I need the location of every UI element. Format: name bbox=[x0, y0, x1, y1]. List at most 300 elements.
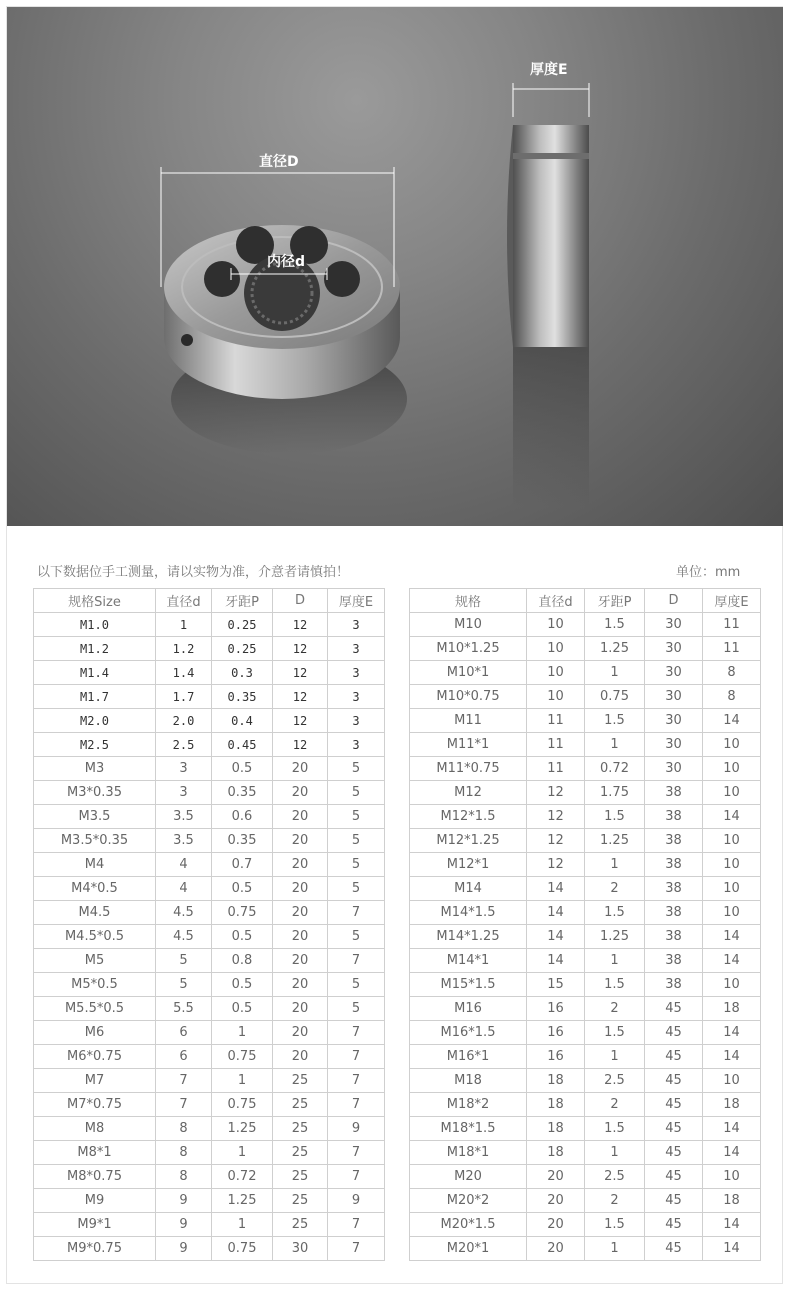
cell-diameter-d: 7 bbox=[156, 1093, 212, 1117]
spec-table-left bbox=[33, 588, 385, 1261]
table-row bbox=[410, 613, 761, 637]
cell-size: M4.5 bbox=[34, 901, 156, 925]
table-row bbox=[410, 685, 761, 709]
cell-pitch-p: 1.5 bbox=[585, 973, 645, 997]
table-row bbox=[410, 733, 761, 757]
cell-size: M18*2 bbox=[410, 1093, 527, 1117]
cell-pitch-p: 0.5 bbox=[212, 877, 273, 901]
cell-size: M1.7 bbox=[34, 685, 156, 709]
cell-diameter-d: 8 bbox=[156, 1165, 212, 1189]
chip-hole bbox=[324, 261, 360, 297]
cell-pitch-p: 1.5 bbox=[585, 1117, 645, 1141]
cell-outer-d: 38 bbox=[645, 925, 703, 949]
cell-diameter-d: 14 bbox=[527, 877, 585, 901]
cell-diameter-d: 18 bbox=[527, 1069, 585, 1093]
table-row bbox=[410, 661, 761, 685]
table-row bbox=[34, 829, 385, 853]
cell-diameter-d: 2.5 bbox=[156, 733, 212, 757]
cell-pitch-p: 0.6 bbox=[212, 805, 273, 829]
table-row bbox=[34, 781, 385, 805]
cell-diameter-d: 11 bbox=[527, 733, 585, 757]
cell-size: M5*0.5 bbox=[34, 973, 156, 997]
table-row bbox=[410, 709, 761, 733]
cell-pitch-p: 1.25 bbox=[585, 925, 645, 949]
table-row bbox=[34, 1213, 385, 1237]
table-row bbox=[34, 1117, 385, 1141]
cell-pitch-p: 1 bbox=[212, 1213, 273, 1237]
table-row bbox=[410, 949, 761, 973]
cell-size: M8 bbox=[34, 1117, 156, 1141]
cell-outer-d: 20 bbox=[273, 805, 328, 829]
cell-outer-d: 20 bbox=[273, 1021, 328, 1045]
cell-outer-d: 38 bbox=[645, 829, 703, 853]
cell-pitch-p: 0.8 bbox=[212, 949, 273, 973]
cell-outer-d: 20 bbox=[273, 997, 328, 1021]
cell-outer-d: 20 bbox=[273, 901, 328, 925]
header-size: 规格 bbox=[410, 589, 527, 613]
header-thickness-e: 厚度E bbox=[328, 589, 385, 613]
cell-thickness-e: 14 bbox=[703, 925, 761, 949]
cell-thickness-e: 7 bbox=[328, 949, 385, 973]
cell-diameter-d: 8 bbox=[156, 1117, 212, 1141]
cell-size: M7 bbox=[34, 1069, 156, 1093]
header-thickness-e: 厚度E bbox=[703, 589, 761, 613]
cell-thickness-e: 7 bbox=[328, 1093, 385, 1117]
spec-table-right bbox=[409, 588, 761, 1261]
cell-size: M5.5*0.5 bbox=[34, 997, 156, 1021]
cell-size: M16*1 bbox=[410, 1045, 527, 1069]
cell-outer-d: 25 bbox=[273, 1189, 328, 1213]
cell-size: M4.5*0.5 bbox=[34, 925, 156, 949]
cell-outer-d: 45 bbox=[645, 1237, 703, 1261]
header-diameter-d: 直径d bbox=[156, 589, 212, 613]
cell-pitch-p: 0.75 bbox=[212, 1237, 273, 1261]
table-row bbox=[34, 613, 385, 637]
table-row bbox=[34, 925, 385, 949]
cell-thickness-e: 7 bbox=[328, 1165, 385, 1189]
cell-diameter-d: 1.4 bbox=[156, 661, 212, 685]
cell-thickness-e: 5 bbox=[328, 853, 385, 877]
cell-outer-d: 30 bbox=[645, 733, 703, 757]
cell-size: M1.4 bbox=[34, 661, 156, 685]
cell-size: M9*1 bbox=[34, 1213, 156, 1237]
table-row bbox=[410, 1045, 761, 1069]
cell-diameter-d: 5 bbox=[156, 949, 212, 973]
cell-outer-d: 12 bbox=[273, 661, 328, 685]
cell-pitch-p: 2 bbox=[585, 1189, 645, 1213]
cell-pitch-p: 2.5 bbox=[585, 1069, 645, 1093]
cell-outer-d: 30 bbox=[273, 1237, 328, 1261]
cell-thickness-e: 18 bbox=[703, 1093, 761, 1117]
cell-diameter-d: 12 bbox=[527, 805, 585, 829]
diameter-D-label: 直径D bbox=[259, 154, 299, 170]
cell-diameter-d: 18 bbox=[527, 1141, 585, 1165]
cell-pitch-p: 0.5 bbox=[212, 997, 273, 1021]
cell-pitch-p: 1.25 bbox=[212, 1189, 273, 1213]
cell-size: M1.2 bbox=[34, 637, 156, 661]
cell-thickness-e: 5 bbox=[328, 925, 385, 949]
thickness-E-label: 厚度E bbox=[530, 62, 568, 78]
cell-diameter-d: 6 bbox=[156, 1021, 212, 1045]
cell-size: M3.5 bbox=[34, 805, 156, 829]
cell-thickness-e: 5 bbox=[328, 997, 385, 1021]
table-row bbox=[34, 1045, 385, 1069]
table-row bbox=[34, 805, 385, 829]
table-row bbox=[410, 781, 761, 805]
cell-diameter-d: 15 bbox=[527, 973, 585, 997]
table-row bbox=[34, 757, 385, 781]
cell-diameter-d: 18 bbox=[527, 1093, 585, 1117]
cell-pitch-p: 1 bbox=[212, 1069, 273, 1093]
cell-pitch-p: 1.5 bbox=[585, 1213, 645, 1237]
cell-diameter-d: 18 bbox=[527, 1117, 585, 1141]
cell-outer-d: 38 bbox=[645, 901, 703, 925]
cell-size: M5 bbox=[34, 949, 156, 973]
table-row bbox=[34, 877, 385, 901]
table-row bbox=[410, 1117, 761, 1141]
cell-thickness-e: 10 bbox=[703, 781, 761, 805]
cell-outer-d: 30 bbox=[645, 757, 703, 781]
cell-size: M10*1.25 bbox=[410, 637, 527, 661]
cell-diameter-d: 7 bbox=[156, 1069, 212, 1093]
table-row bbox=[410, 877, 761, 901]
cell-outer-d: 20 bbox=[273, 973, 328, 997]
cell-size: M10*0.75 bbox=[410, 685, 527, 709]
cell-size: M10 bbox=[410, 613, 527, 637]
cell-outer-d: 30 bbox=[645, 637, 703, 661]
cell-outer-d: 20 bbox=[273, 1045, 328, 1069]
cell-size: M12*1.25 bbox=[410, 829, 527, 853]
cell-thickness-e: 3 bbox=[328, 733, 385, 757]
table-row bbox=[410, 1069, 761, 1093]
cell-thickness-e: 18 bbox=[703, 997, 761, 1021]
cell-diameter-d: 16 bbox=[527, 1021, 585, 1045]
cell-pitch-p: 1.25 bbox=[585, 637, 645, 661]
cell-size: M8*0.75 bbox=[34, 1165, 156, 1189]
cell-size: M20 bbox=[410, 1165, 527, 1189]
cell-pitch-p: 0.5 bbox=[212, 925, 273, 949]
cell-diameter-d: 5.5 bbox=[156, 997, 212, 1021]
cell-pitch-p: 2 bbox=[585, 1093, 645, 1117]
cell-outer-d: 20 bbox=[273, 877, 328, 901]
cell-thickness-e: 14 bbox=[703, 709, 761, 733]
cell-size: M14*1.25 bbox=[410, 925, 527, 949]
cell-pitch-p: 1.25 bbox=[212, 1117, 273, 1141]
cell-size: M6*0.75 bbox=[34, 1045, 156, 1069]
cell-pitch-p: 0.4 bbox=[212, 709, 273, 733]
table-row bbox=[410, 637, 761, 661]
table-row bbox=[34, 1141, 385, 1165]
cell-thickness-e: 10 bbox=[703, 901, 761, 925]
header-outer-d: D bbox=[273, 589, 328, 613]
cell-diameter-d: 20 bbox=[527, 1189, 585, 1213]
cell-outer-d: 45 bbox=[645, 1045, 703, 1069]
cell-thickness-e: 5 bbox=[328, 757, 385, 781]
cell-thickness-e: 14 bbox=[703, 1117, 761, 1141]
cell-thickness-e: 3 bbox=[328, 613, 385, 637]
cell-size: M18 bbox=[410, 1069, 527, 1093]
cell-outer-d: 20 bbox=[273, 853, 328, 877]
cell-thickness-e: 10 bbox=[703, 1165, 761, 1189]
cell-pitch-p: 1 bbox=[585, 733, 645, 757]
table-row bbox=[34, 1237, 385, 1261]
cell-thickness-e: 11 bbox=[703, 637, 761, 661]
cell-thickness-e: 14 bbox=[703, 1141, 761, 1165]
header-outer-d: D bbox=[645, 589, 703, 613]
cell-outer-d: 25 bbox=[273, 1213, 328, 1237]
cell-thickness-e: 9 bbox=[328, 1189, 385, 1213]
table-row bbox=[410, 805, 761, 829]
cell-outer-d: 25 bbox=[273, 1165, 328, 1189]
chip-hole bbox=[204, 261, 240, 297]
cell-size: M11*0.75 bbox=[410, 757, 527, 781]
cell-pitch-p: 0.7 bbox=[212, 853, 273, 877]
table-row bbox=[410, 997, 761, 1021]
cell-thickness-e: 5 bbox=[328, 805, 385, 829]
cell-thickness-e: 5 bbox=[328, 781, 385, 805]
table-row bbox=[34, 853, 385, 877]
cell-thickness-e: 14 bbox=[703, 949, 761, 973]
table-row bbox=[410, 1093, 761, 1117]
cell-diameter-d: 1.7 bbox=[156, 685, 212, 709]
table-header-row bbox=[34, 589, 385, 613]
table-row bbox=[410, 853, 761, 877]
cell-outer-d: 12 bbox=[273, 685, 328, 709]
cell-thickness-e: 7 bbox=[328, 1141, 385, 1165]
cell-thickness-e: 8 bbox=[703, 685, 761, 709]
cell-size: M9 bbox=[34, 1189, 156, 1213]
cell-pitch-p: 1 bbox=[585, 1045, 645, 1069]
cell-outer-d: 45 bbox=[645, 1165, 703, 1189]
cell-pitch-p: 1.5 bbox=[585, 709, 645, 733]
cell-diameter-d: 3.5 bbox=[156, 829, 212, 853]
table-row bbox=[410, 1213, 761, 1237]
cell-outer-d: 38 bbox=[645, 853, 703, 877]
cell-size: M11 bbox=[410, 709, 527, 733]
table-row bbox=[410, 757, 761, 781]
cell-pitch-p: 1.5 bbox=[585, 613, 645, 637]
cell-pitch-p: 0.75 bbox=[212, 1093, 273, 1117]
cell-thickness-e: 3 bbox=[328, 709, 385, 733]
cell-diameter-d: 4 bbox=[156, 853, 212, 877]
cell-size: M16*1.5 bbox=[410, 1021, 527, 1045]
cell-size: M14*1.5 bbox=[410, 901, 527, 925]
cell-thickness-e: 7 bbox=[328, 1069, 385, 1093]
cell-outer-d: 12 bbox=[273, 709, 328, 733]
table-row bbox=[34, 1021, 385, 1045]
cell-outer-d: 20 bbox=[273, 781, 328, 805]
cell-outer-d: 12 bbox=[273, 733, 328, 757]
cell-pitch-p: 1 bbox=[212, 1141, 273, 1165]
cell-thickness-e: 10 bbox=[703, 853, 761, 877]
cell-diameter-d: 14 bbox=[527, 901, 585, 925]
table-row bbox=[34, 997, 385, 1021]
cell-diameter-d: 14 bbox=[527, 949, 585, 973]
cell-size: M2.5 bbox=[34, 733, 156, 757]
header-pitch-p: 牙距P bbox=[212, 589, 273, 613]
cell-thickness-e: 18 bbox=[703, 1189, 761, 1213]
cell-size: M20*1 bbox=[410, 1237, 527, 1261]
cell-outer-d: 25 bbox=[273, 1141, 328, 1165]
table-row bbox=[410, 1189, 761, 1213]
cell-outer-d: 20 bbox=[273, 757, 328, 781]
cell-outer-d: 45 bbox=[645, 1141, 703, 1165]
cell-thickness-e: 11 bbox=[703, 613, 761, 637]
cell-diameter-d: 4 bbox=[156, 877, 212, 901]
cell-diameter-d: 11 bbox=[527, 757, 585, 781]
cell-diameter-d: 20 bbox=[527, 1213, 585, 1237]
cell-diameter-d: 16 bbox=[527, 1045, 585, 1069]
cell-pitch-p: 0.75 bbox=[212, 901, 273, 925]
cell-diameter-d: 1.2 bbox=[156, 637, 212, 661]
cell-diameter-d: 12 bbox=[527, 853, 585, 877]
cell-size: M12*1 bbox=[410, 853, 527, 877]
cell-size: M7*0.75 bbox=[34, 1093, 156, 1117]
cell-outer-d: 45 bbox=[645, 1213, 703, 1237]
inner-d-label: 内径d bbox=[267, 254, 306, 270]
table-row bbox=[34, 1189, 385, 1213]
cell-outer-d: 45 bbox=[645, 1189, 703, 1213]
cell-outer-d: 45 bbox=[645, 1117, 703, 1141]
cell-pitch-p: 0.75 bbox=[212, 1045, 273, 1069]
cell-outer-d: 38 bbox=[645, 805, 703, 829]
cell-thickness-e: 10 bbox=[703, 877, 761, 901]
cell-size: M15*1.5 bbox=[410, 973, 527, 997]
cell-thickness-e: 10 bbox=[703, 829, 761, 853]
cell-diameter-d: 20 bbox=[527, 1165, 585, 1189]
table-row bbox=[410, 925, 761, 949]
table-header-row bbox=[410, 589, 761, 613]
cell-pitch-p: 1 bbox=[585, 661, 645, 685]
product-photo bbox=[7, 7, 783, 526]
cell-thickness-e: 5 bbox=[328, 877, 385, 901]
cell-pitch-p: 0.75 bbox=[585, 685, 645, 709]
table-row bbox=[410, 1165, 761, 1189]
cell-thickness-e: 14 bbox=[703, 1045, 761, 1069]
cell-pitch-p: 1 bbox=[585, 853, 645, 877]
cell-diameter-d: 2.0 bbox=[156, 709, 212, 733]
cell-size: M6 bbox=[34, 1021, 156, 1045]
cell-pitch-p: 0.25 bbox=[212, 613, 273, 637]
cell-outer-d: 38 bbox=[645, 877, 703, 901]
table-row bbox=[34, 637, 385, 661]
cell-outer-d: 12 bbox=[273, 613, 328, 637]
cell-size: M20*2 bbox=[410, 1189, 527, 1213]
cell-size: M10*1 bbox=[410, 661, 527, 685]
cell-thickness-e: 9 bbox=[328, 1117, 385, 1141]
cell-outer-d: 20 bbox=[273, 829, 328, 853]
cell-diameter-d: 1 bbox=[156, 613, 212, 637]
cell-pitch-p: 2.5 bbox=[585, 1165, 645, 1189]
cell-size: M3 bbox=[34, 757, 156, 781]
cell-outer-d: 45 bbox=[645, 1069, 703, 1093]
cell-thickness-e: 7 bbox=[328, 1021, 385, 1045]
cell-pitch-p: 0.45 bbox=[212, 733, 273, 757]
cell-outer-d: 30 bbox=[645, 685, 703, 709]
cell-size: M20*1.5 bbox=[410, 1213, 527, 1237]
table-row bbox=[410, 829, 761, 853]
cell-thickness-e: 3 bbox=[328, 637, 385, 661]
cell-thickness-e: 7 bbox=[328, 1045, 385, 1069]
cell-pitch-p: 1.5 bbox=[585, 805, 645, 829]
cell-size: M11*1 bbox=[410, 733, 527, 757]
cell-size: M12*1.5 bbox=[410, 805, 527, 829]
header-size: 规格Size bbox=[34, 589, 156, 613]
cell-thickness-e: 10 bbox=[703, 1069, 761, 1093]
cell-pitch-p: 0.5 bbox=[212, 973, 273, 997]
cell-diameter-d: 14 bbox=[527, 925, 585, 949]
table-row bbox=[410, 1237, 761, 1261]
table-row bbox=[34, 901, 385, 925]
table-row bbox=[34, 661, 385, 685]
cell-diameter-d: 4.5 bbox=[156, 901, 212, 925]
table-row bbox=[410, 901, 761, 925]
cell-pitch-p: 1.5 bbox=[585, 901, 645, 925]
cell-pitch-p: 0.5 bbox=[212, 757, 273, 781]
cell-thickness-e: 10 bbox=[703, 757, 761, 781]
cell-thickness-e: 5 bbox=[328, 973, 385, 997]
cell-diameter-d: 20 bbox=[527, 1237, 585, 1261]
cell-outer-d: 38 bbox=[645, 781, 703, 805]
cell-pitch-p: 1 bbox=[212, 1021, 273, 1045]
cell-pitch-p: 0.35 bbox=[212, 781, 273, 805]
table-row bbox=[410, 1021, 761, 1045]
cell-outer-d: 20 bbox=[273, 949, 328, 973]
unit-label: 单位：mm bbox=[676, 565, 741, 580]
table-row bbox=[34, 1069, 385, 1093]
round-die-illustration bbox=[7, 7, 783, 526]
cell-pitch-p: 1.75 bbox=[585, 781, 645, 805]
measurement-note: 以下数据位手工测量，请以实物为准，介意者请慎拍！ bbox=[37, 565, 350, 580]
cell-thickness-e: 10 bbox=[703, 973, 761, 997]
cell-diameter-d: 12 bbox=[527, 829, 585, 853]
header-pitch-p: 牙距P bbox=[585, 589, 645, 613]
cell-size: M2.0 bbox=[34, 709, 156, 733]
cell-diameter-d: 16 bbox=[527, 997, 585, 1021]
table-row bbox=[34, 733, 385, 757]
cell-outer-d: 25 bbox=[273, 1069, 328, 1093]
cell-outer-d: 25 bbox=[273, 1117, 328, 1141]
cell-pitch-p: 0.35 bbox=[212, 685, 273, 709]
cell-thickness-e: 5 bbox=[328, 829, 385, 853]
cell-diameter-d: 10 bbox=[527, 661, 585, 685]
cell-size: M18*1.5 bbox=[410, 1117, 527, 1141]
table-row bbox=[34, 973, 385, 997]
cell-thickness-e: 14 bbox=[703, 1021, 761, 1045]
cell-diameter-d: 12 bbox=[527, 781, 585, 805]
table-row bbox=[34, 685, 385, 709]
cell-pitch-p: 0.72 bbox=[585, 757, 645, 781]
cell-thickness-e: 14 bbox=[703, 1237, 761, 1261]
table-row bbox=[410, 1141, 761, 1165]
cell-diameter-d: 3 bbox=[156, 781, 212, 805]
cell-diameter-d: 9 bbox=[156, 1189, 212, 1213]
cell-diameter-d: 9 bbox=[156, 1213, 212, 1237]
cell-outer-d: 30 bbox=[645, 661, 703, 685]
cell-outer-d: 45 bbox=[645, 997, 703, 1021]
cell-outer-d: 20 bbox=[273, 925, 328, 949]
cell-thickness-e: 3 bbox=[328, 661, 385, 685]
set-screw-hole bbox=[181, 334, 193, 346]
cell-size: M4 bbox=[34, 853, 156, 877]
cell-thickness-e: 14 bbox=[703, 805, 761, 829]
cell-pitch-p: 2 bbox=[585, 997, 645, 1021]
cell-outer-d: 38 bbox=[645, 973, 703, 997]
table-row bbox=[34, 949, 385, 973]
cell-diameter-d: 10 bbox=[527, 637, 585, 661]
table-row bbox=[34, 1165, 385, 1189]
cell-diameter-d: 10 bbox=[527, 685, 585, 709]
